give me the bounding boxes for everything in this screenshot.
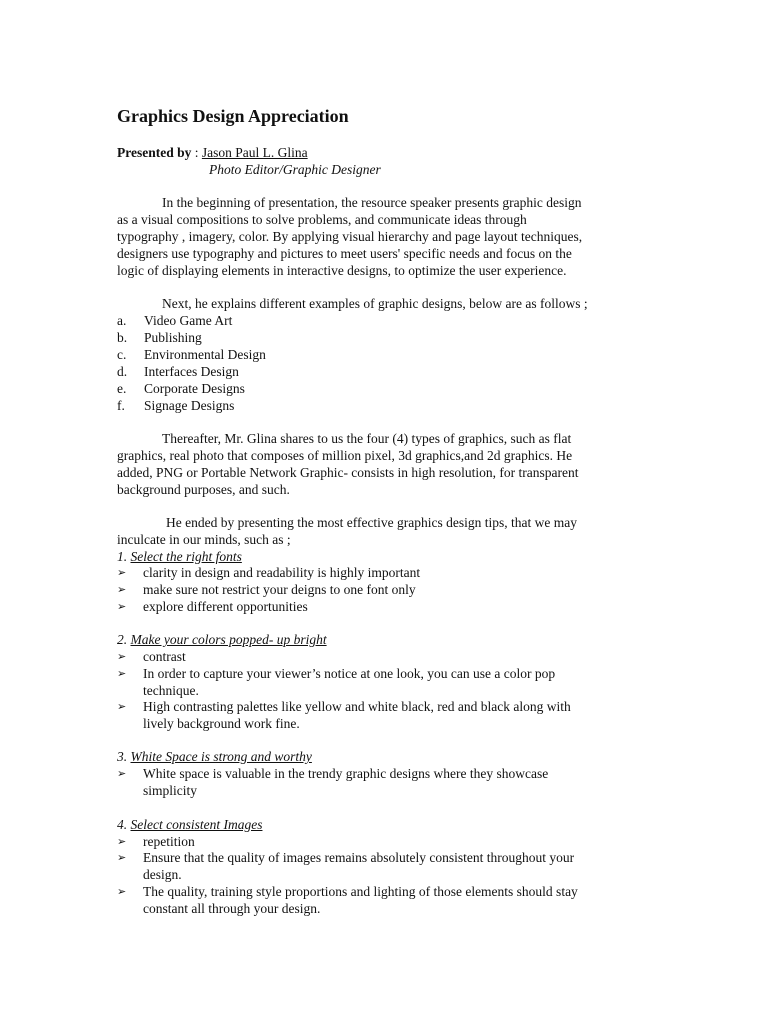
- arrow-bullet-icon: ➢: [117, 885, 127, 898]
- arrow-bullet-icon: ➢: [117, 566, 127, 579]
- tip-heading: [117, 816, 262, 833]
- bullet-text-continued: technique.: [143, 683, 199, 698]
- presenter-name: Jason Paul L. Glina: [201, 145, 308, 160]
- examples-intro: Next, he explains different examples of graphic designs, below are as follows ;: [162, 296, 588, 311]
- tip-heading-text: Make your colors popped- up bright: [130, 632, 327, 647]
- tip-number: 1.: [117, 549, 131, 564]
- bullet-text: explore different opportunities: [143, 599, 308, 614]
- list-item: [117, 380, 126, 397]
- types-line: background purposes, and such.: [117, 482, 290, 497]
- list-marker: c.: [117, 347, 127, 362]
- bullet-text-continued: constant all through your design.: [143, 901, 321, 916]
- list-item-text: Publishing: [144, 330, 202, 345]
- list-item-text: Corporate Designs: [144, 381, 245, 396]
- types-line: added, PNG or Portable Network Graphic- consists in high resolution, for transparent: [117, 465, 579, 480]
- bullet-text-continued: design.: [143, 867, 182, 882]
- arrow-bullet-icon: ➢: [117, 700, 127, 713]
- bullet-text: High contrasting palettes like yellow and white black, red and black along with: [143, 699, 571, 714]
- list-item: [117, 329, 127, 346]
- list-marker: b.: [117, 330, 128, 345]
- arrow-bullet-icon: ➢: [117, 767, 127, 780]
- list-item-text: Interfaces Design: [144, 364, 239, 379]
- presenter-label: Presented by: [117, 145, 192, 160]
- list-marker: e.: [117, 381, 127, 396]
- bullet-text-continued: lively background work fine.: [143, 716, 300, 731]
- intro-line: In the beginning of presentation, the resource speaker presents graphic design: [162, 195, 582, 210]
- bullet-text: make sure not restrict your deigns to one font only: [143, 582, 416, 597]
- intro-line: logic of displaying elements in interactive designs, to optimize the user experience.: [117, 263, 567, 278]
- bullet-text: clarity in design and readability is highly important: [143, 565, 421, 580]
- tip-number: 4.: [117, 817, 131, 832]
- arrow-bullet-icon: ➢: [117, 650, 127, 663]
- bullet-text: White space is valuable in the trendy graphic designs where they showcase: [143, 766, 549, 781]
- arrow-bullet-icon: ➢: [117, 600, 127, 613]
- list-item: [117, 363, 127, 380]
- bullet-text-continued: simplicity: [143, 783, 197, 798]
- list-marker: f.: [117, 398, 125, 413]
- arrow-bullet-icon: ➢: [117, 851, 127, 864]
- tip-heading-text: Select consistent Images: [130, 817, 263, 832]
- presenter-separator: :: [191, 145, 202, 160]
- tip-number: 3.: [117, 749, 131, 764]
- arrow-bullet-icon: ➢: [117, 667, 127, 680]
- types-line: graphics, real photo that composes of million pixel, 3d graphics,and 2d graphics. He: [117, 448, 573, 463]
- bullet-text: The quality, training style proportions and lighting of those elements should stay: [143, 884, 578, 899]
- tip-heading-text: White Space is strong and worthy: [130, 749, 312, 764]
- bullet-text: Ensure that the quality of images remains absolutely consistent throughout your: [143, 850, 575, 865]
- list-marker: a.: [117, 313, 127, 328]
- tips-intro-line: inculcate in our minds, such as ;: [117, 532, 291, 547]
- list-item-text: Environmental Design: [144, 347, 266, 362]
- tips-intro-line: He ended by presenting the most effective graphics design tips, that we may: [166, 515, 578, 530]
- intro-line: as a visual compositions to solve problems, and communicate ideas through: [117, 212, 527, 227]
- arrow-bullet-icon: ➢: [117, 835, 127, 848]
- bullet-text: In order to capture your viewer’s notice at one look, you can use a color pop: [143, 666, 556, 681]
- list-item: [117, 346, 126, 363]
- bullet-text: repetition: [143, 834, 195, 849]
- presenter-line: [117, 144, 308, 161]
- intro-line: typography , imagery, color. By applying visual hierarchy and page layout techniques,: [117, 229, 583, 244]
- bullet-text: contrast: [143, 649, 186, 664]
- list-item-text: Video Game Art: [144, 313, 233, 328]
- document-title: Graphics Design Appreciation: [117, 106, 349, 126]
- tip-heading: [117, 631, 327, 648]
- list-item-text: Signage Designs: [144, 398, 235, 413]
- tip-number: 2.: [117, 632, 131, 647]
- tip-heading-text: Select the right fonts: [130, 549, 242, 564]
- tip-heading: [117, 548, 242, 565]
- list-marker: d.: [117, 364, 128, 379]
- intro-line: designers use typography and pictures to meet users' specific needs and focus on the: [117, 246, 572, 261]
- tip-heading: [117, 748, 312, 765]
- types-line: Thereafter, Mr. Glina shares to us the four (4) types of graphics, such as flat: [162, 431, 572, 446]
- list-item: [117, 312, 126, 329]
- presenter-role: Photo Editor/Graphic Designer: [209, 162, 381, 177]
- arrow-bullet-icon: ➢: [117, 583, 127, 596]
- list-item: [117, 397, 125, 414]
